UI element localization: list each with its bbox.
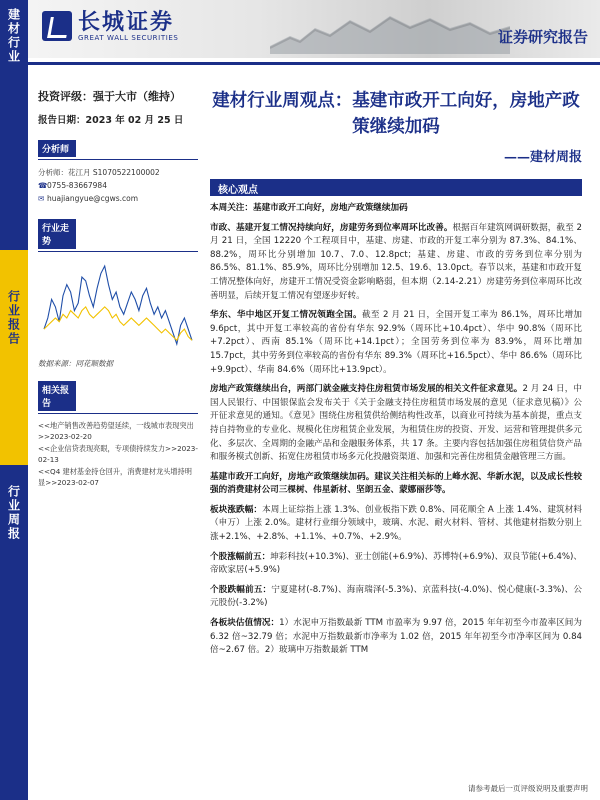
paragraph [210,202,582,216]
paragraph-lead: 房地产政策继续出台，两部门就金融支持住房租赁市场发展的相关文件征求意见。 [210,384,523,395]
sidebar-industry-label: 建材行业 [0,0,28,250]
paragraph [210,551,582,578]
paragraph-lead: 个股涨幅前五： [210,551,271,562]
header-divider [28,62,600,65]
paragraph-lead: 基建市政开工向好，房地产政策继续加码。建议关注相关标的上峰水泥、华新水泥，以及成长性较强的消费建材公司三棵树、伟星新材、坚朗五金、蒙娜丽莎等。 [210,471,582,496]
analyst-email-row [38,192,198,205]
focus-headline: 本周关注：基建市政开工向好，房地产政策继续加码 [210,203,408,213]
paragraph-lead: 个股跌幅前五： [210,584,272,595]
analyst-section-title: 分析师 [38,140,76,157]
info-column [38,88,198,489]
paragraph [210,471,582,498]
trend-series-line [44,266,192,344]
footer-disclaimer: 请参考最后一页评级说明及重要声明 [468,784,588,793]
trend-section-title: 行业走势 [38,219,76,249]
logo [42,10,178,42]
paragraph-lead: 华东、华中地区开复工情况领跑全国。 [210,310,362,321]
analyst-email[interactable]: huajiangyue@cgws.com [47,194,139,203]
related-section-title: 相关报告 [38,381,76,411]
paragraph [210,584,582,611]
paragraph [210,504,582,545]
paragraph-lead: 各板块估值情况： [210,618,280,629]
analyst-phone: 0755-83667984 [47,181,107,190]
paragraph-text: 根据百年建筑网调研数据，截至 2 月 21 日，全国 12220 个工程项目中，基建、房建、市政的开复工率分别为 87.3%、84.1%、88.2%，周环比分别增加 10.7、7.0、12.8pct；基建、房建、市政的劳务到位率分别为 86.5%、81.1%、85.9%，周环比分别增加 12.5、19.6、13.0pct。春节以来，基建和市政开复工情况整体向好，房建开工情况受资金影响略弱，但本期（2.14-2.21）房建劳务到位率周环比改善明显，后续开复工情况有望逐步好转。 [210,222,582,301]
sidebar-report-type-label: 行业报告 [0,250,28,465]
logo-text: 长城证券 [78,9,175,35]
paragraph [210,383,582,465]
paragraph-text: 宁夏建材(-8.7%)、海南瑞泽(-5.3%)、京蓝科技(-4.0%)、悦心健康(-3.3%)、公元股份(-3.2%) [210,584,582,609]
logo-icon [42,11,72,41]
investment-rating: 投资评级：强于大市（维持） [38,90,181,103]
paragraph [210,617,582,658]
mail-icon: ✉ [38,194,45,203]
page-header [28,0,600,70]
report-subtitle: ——建材周报 [503,150,582,165]
industry-trend-chart [38,260,198,350]
paragraph-text: 坤彩科技(+10.3%)、亚士创能(+6.9%)、苏博特(+6.9%)、双良节能(+6.4%)、帝欧家居(+5.9%) [210,551,582,576]
paragraph-text: 1）水泥申万指数最新 TTM 市盈率为 9.97 倍，2015 年年初至今市盈率区间为 6.32 倍~32.79 倍；水泥申万指数最新市净率为 1.02 倍，2015 年年初至今市净率区间为 0.84 倍~2.67 倍。2）玻璃申万指数最新 TTM [210,618,582,656]
core-view-heading: 核心观点 [210,179,582,196]
report-type: 证券研究报告 [497,28,588,46]
sidebar-weekly-label: 行业周报 [0,465,28,800]
related-report-link[interactable]: <<企业信贷表现亮眼，专项债持续发力>>2023-02-13 [38,444,198,464]
logo-subtext: GREAT WALL SECURITIES [78,34,179,42]
great-wall-illustration [270,6,510,54]
paragraph-lead: 板块涨跌幅： [210,504,263,515]
report-body [210,202,582,658]
paragraph-text: 本周上证综指上涨 1.3%、创业板指下跌 0.8%、同花顺全 A 上涨 1.4%、建筑材料（申万）上涨 2.0%。建材行业细分领域中，玻璃、水泥、耐火材料、管材、其他建材指数分别上涨+2.1%、+2.8%、+1.1%、+0.7%、+2.9%。 [210,504,582,543]
related-reports-list [38,420,198,488]
related-report-link[interactable]: <<地产销售改善趋势望延续，一线城市表现突出>>2023-02-20 [38,421,194,441]
main-content [210,88,582,664]
analyst-phone-row [38,179,198,192]
analyst-name: 分析师：花江月 S1070522100002 [38,168,160,177]
paragraph [210,222,582,304]
data-source: 数据来源：同花顺数据 [38,359,113,368]
phone-icon: ☎ [38,181,48,190]
paragraph-text: 截至 2 月 21 日，全国开复工率为 86.1%，周环比增加 9.6pct，其中开复工率较高的省份有华东 92.9%（周环比+10.4pct）、华中 90.8%（周环比+7.2pct）、西南 85.1%（周环比+14.1pct）；全国劳务到位率为 83.9%，周环比增加 15.7pct，其中劳务到位率较高的省份有华东 89.3%（周环比+16.5pct）、华中 86.6%（周环比+9.9pct）、华南 84.6%（周环比+13.9pct）。 [210,310,582,375]
related-report-link[interactable]: <<Q4 建材基金持仓回升，消费建材龙头增持明显>>2023-02-07 [38,467,192,487]
left-band [0,0,28,800]
paragraph-lead: 市政、基建开复工情况持续向好，房建劳务到位率周环比改善。 [210,222,453,233]
report-date: 报告日期：2023 年 02 月 25 日 [38,115,184,126]
report-title: 建材行业周观点：基建市政开工向好，房地产政策继续加码 [212,91,580,137]
paragraph [210,309,582,377]
paragraph-text: 2 月 24 日，中国人民银行、中国银保监会发布关于《关于金融支持住房租赁市场发展的意见（征求意见稿）》公开征求意见的通知。《意见》围绕住房租赁供给侧结构性改革，以商业可持续为基本前提，重点支持自持物业的专业化、规模化住房租赁企业发展，为租赁住房的投资、开发、运营和管理提供多元化、多层次、全周期的金融产品和金融服务体系，共 17 条。主要内容包括加强住房租赁信贷产品和服务模式创新、拓宽住房租赁市场多元化投融资渠道、加强和完善住房租赁金融管理三方面。 [210,384,582,463]
